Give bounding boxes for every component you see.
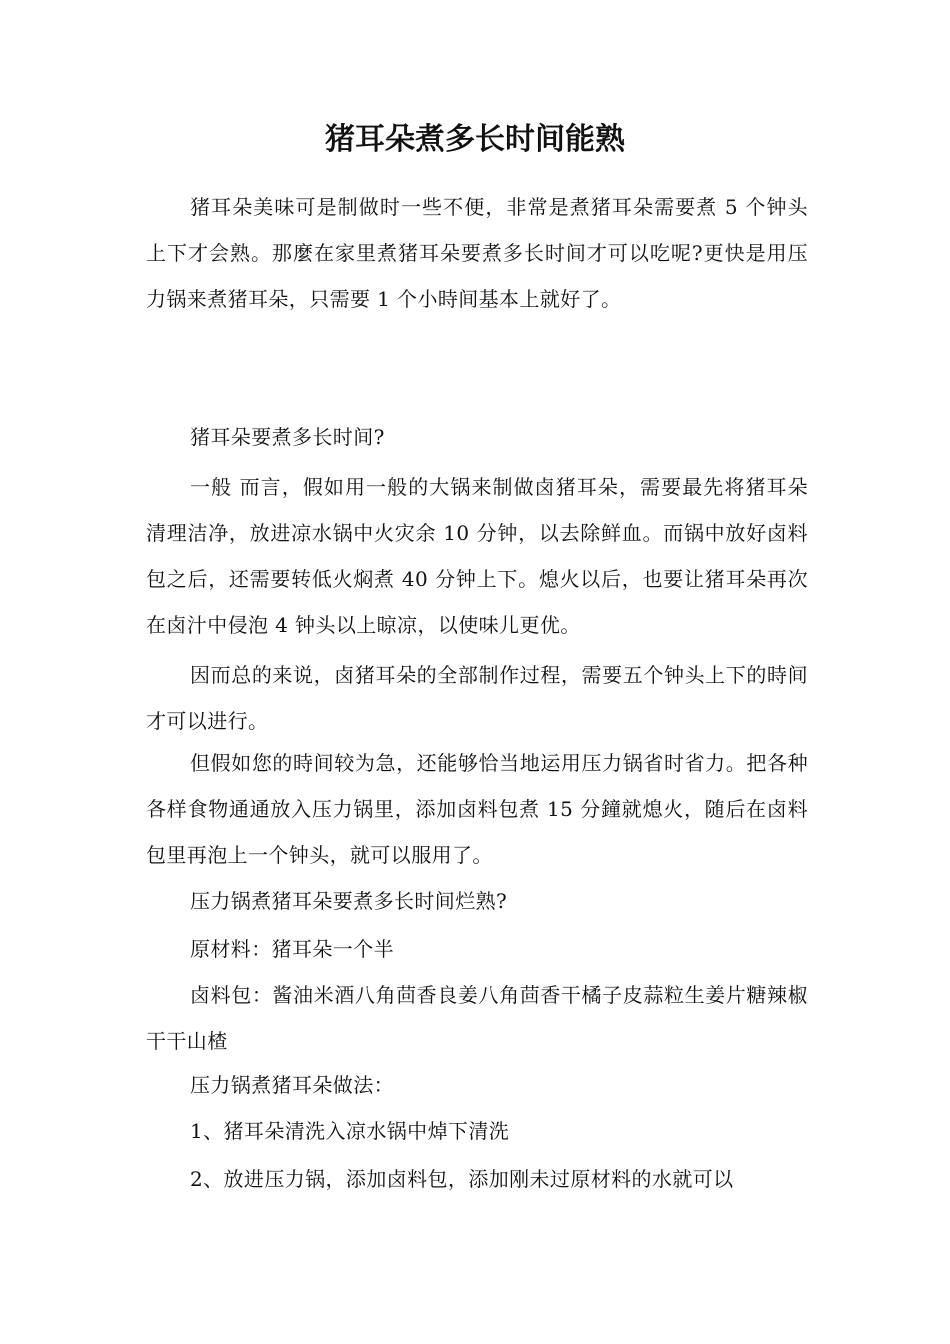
paragraph-pressure-cooker: 但假如您的時间较为急，还能够恰当地运用压力锅省时省力。把各种各样食物通通放入压力锅里，添加卤料包煮 15 分鐘就熄火，随后在卤料包里再泡上一个钟头，就可以服用了。 xyxy=(146,751,808,867)
step-2: 2、放进压力锅，添加卤料包，添加刚未过原材料的水就可以 xyxy=(190,1167,734,1191)
method-heading: 压力锅煮猪耳朵做法： xyxy=(190,1073,394,1097)
paragraph-summary: 因而总的来说，卤猪耳朵的全部制作过程，需要五个钟头上下的時间才可以进行。 xyxy=(146,663,808,733)
paragraph-intro: 猪耳朵美味可是制做时一些不便，非常是煮猪耳朵需要煮 5 个钟头上下才会熟。那麼在家里煮猪耳朵要煮多长时间才可以吃呢?更快是用压力锅来煮猪耳朵，只需要 1 个小時间基本上就好了。 xyxy=(146,195,808,311)
ingredients-line: 原材料：猪耳朵一个半 xyxy=(190,937,394,961)
heading-cook-time: 猪耳朵要煮多长时间? xyxy=(190,425,385,449)
paragraph-general-method: 一般 而言，假如用一般的大锅来制做卤猪耳朵，需要最先将猪耳朵清理洁净，放进凉水锅中火灾余 10 分钟，以去除鲜血。而锅中放好卤料包之后，还需要转低火焖煮 40 分钟上下。熄火以后，也要让猪耳朵再次在卤汁中侵泡 4 钟头以上晾凉，以使味儿更优。 xyxy=(146,475,808,637)
spice-pack-line: 卤料包：酱油米酒八角茴香良姜八角茴香干橘子皮蒜粒生姜片糖辣椒干干山楂 xyxy=(146,983,808,1053)
document-title: 猪耳朵煮多长时间能熟 xyxy=(325,122,625,157)
step-1: 1、猪耳朵清洗入凉水锅中焯下清洗 xyxy=(190,1119,510,1143)
heading-pressure-cooker-time: 压力锅煮猪耳朵要煮多长时间烂熟? xyxy=(190,889,508,913)
